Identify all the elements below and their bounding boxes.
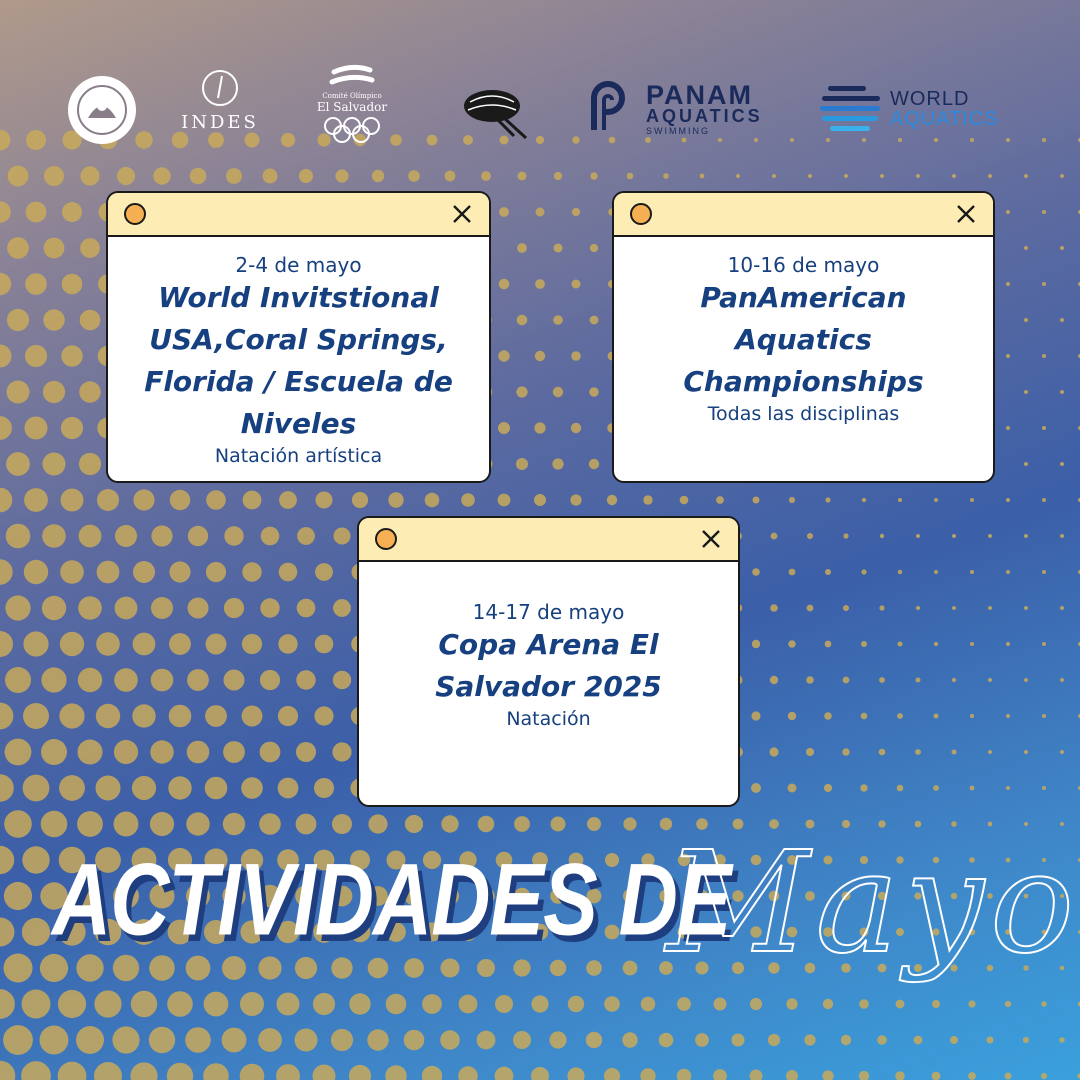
event-title-line: Niveles bbox=[240, 407, 357, 440]
card-title-bar bbox=[359, 518, 738, 562]
event-date: 14-17 de mayo bbox=[472, 600, 625, 624]
sponsor-logos-row bbox=[0, 60, 1080, 160]
close-icon[interactable] bbox=[955, 203, 977, 225]
event-card-2 bbox=[612, 191, 995, 483]
panam-aquatics-logo bbox=[588, 80, 768, 140]
indes-logo-text: INDES bbox=[181, 112, 259, 133]
event-title-line: USA,Coral Springs, bbox=[149, 323, 448, 356]
panam-aquatics-label: AQUATICS bbox=[646, 106, 763, 126]
headline-actividades: ACTIVIDADES DE bbox=[52, 843, 731, 957]
window-dot-icon bbox=[375, 528, 397, 550]
el-salvador-label: El Salvador bbox=[316, 100, 388, 114]
cccan-logo bbox=[456, 78, 532, 142]
event-date: 2-4 de mayo bbox=[235, 253, 362, 277]
comite-olimpico-label: Comité Olímpico bbox=[322, 92, 382, 100]
indes-logo bbox=[180, 68, 260, 148]
event-title-line: Copa Arena El bbox=[438, 628, 659, 661]
event-title-line: Aquatics bbox=[735, 323, 872, 356]
window-dot-icon bbox=[124, 203, 146, 225]
event-title-line: PanAmerican bbox=[700, 281, 907, 314]
card-title-bar bbox=[614, 193, 993, 237]
event-title-line: Salvador 2025 bbox=[435, 670, 662, 703]
window-dot-icon bbox=[630, 203, 652, 225]
event-title-line: Florida / Escuela de bbox=[144, 365, 453, 398]
close-icon[interactable] bbox=[451, 203, 473, 225]
world-aquatics-label: AQUATICS bbox=[890, 108, 999, 130]
event-card-3 bbox=[357, 516, 740, 807]
close-icon[interactable] bbox=[700, 528, 722, 550]
world-wordmark: WORLD bbox=[890, 88, 970, 110]
card-body bbox=[108, 237, 489, 467]
event-discipline: Natación bbox=[506, 708, 591, 730]
event-title-line: World Invitstional bbox=[158, 281, 439, 314]
card-body bbox=[359, 562, 738, 730]
comite-olimpico-logo bbox=[306, 64, 398, 154]
event-title-line: Championships bbox=[683, 365, 924, 398]
panam-swimming-label: SWIMMING bbox=[646, 126, 710, 136]
card-body bbox=[614, 237, 993, 425]
world-aquatics-logo bbox=[820, 84, 1020, 140]
federation-logo bbox=[66, 74, 138, 146]
headline-script-mayo: Mayo bbox=[666, 822, 1080, 985]
card-title-bar bbox=[108, 193, 489, 237]
panam-wordmark: PANAM bbox=[646, 80, 753, 110]
event-date: 10-16 de mayo bbox=[727, 253, 880, 277]
event-card-1 bbox=[106, 191, 491, 483]
event-discipline: Todas las disciplinas bbox=[707, 403, 900, 425]
event-discipline: Natación artística bbox=[214, 445, 383, 467]
